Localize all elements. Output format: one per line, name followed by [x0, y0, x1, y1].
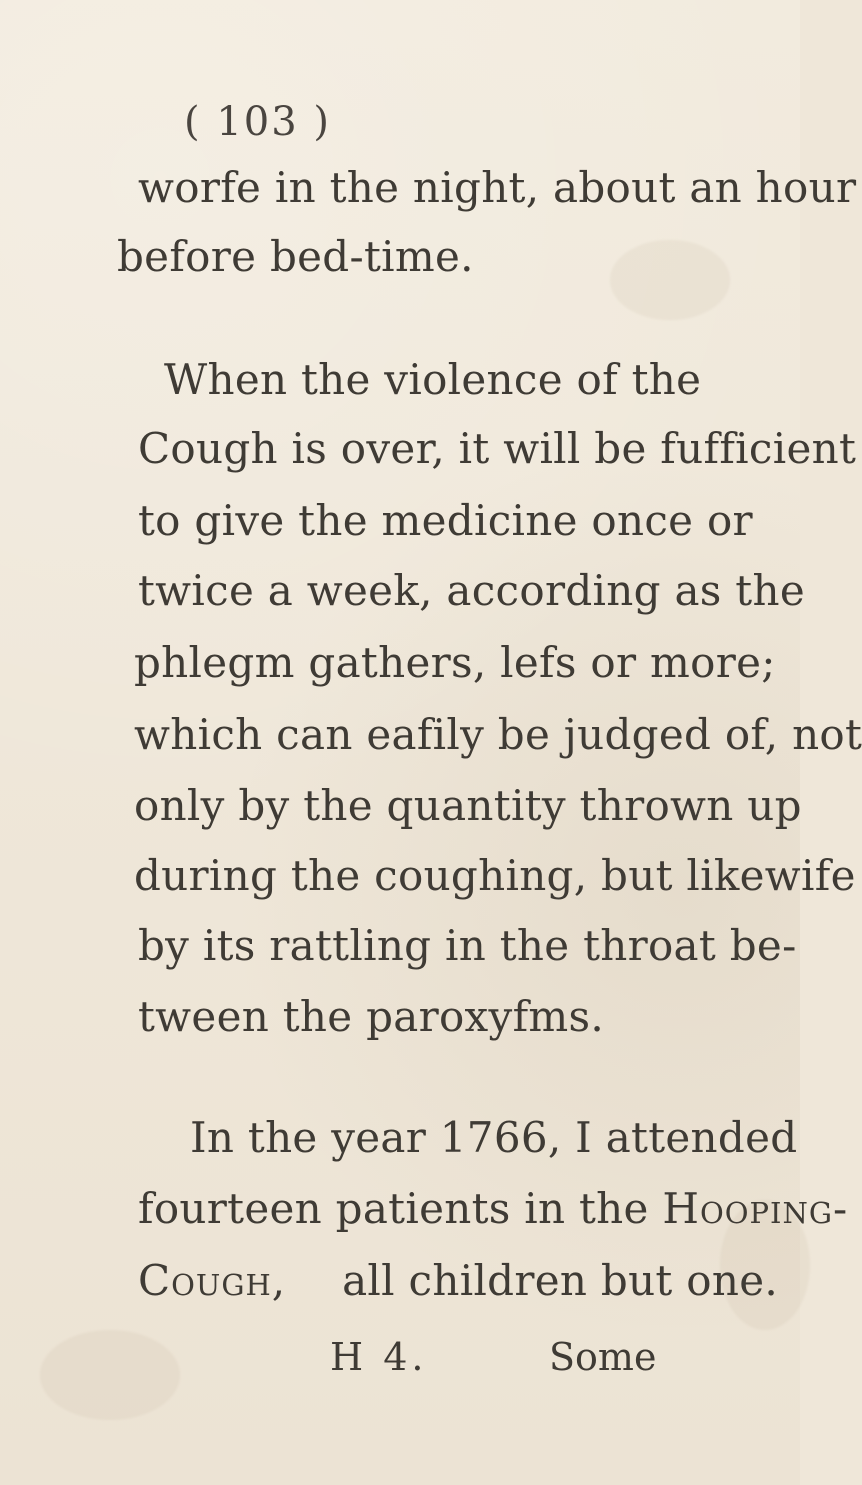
paper-stain [610, 240, 730, 320]
text-line-4: Cough is over, it will be fufficient [138, 424, 857, 473]
text-line-15-a: Cough, [138, 1256, 287, 1305]
printer-signature: H 4. [330, 1335, 428, 1379]
text-line-14-b: Hooping- [662, 1184, 849, 1233]
text-line-12: tween the paroxyfms. [138, 992, 605, 1041]
text-line-15-b: all children but one. [342, 1256, 778, 1305]
text-line-5: to give the medicine once or [138, 496, 753, 545]
page-footer [0, 1335, 800, 1385]
text-line-2: before bed-time. [117, 232, 474, 281]
text-line-3: When the violence of the [164, 355, 702, 404]
text-line-13: In the year 1766, I attended [190, 1113, 798, 1162]
text-line-14-a: fourteen patients in the [138, 1184, 649, 1233]
text-line-9: only by the quantity thrown up [134, 781, 802, 830]
catchword: Some [549, 1335, 657, 1379]
text-line-7: phlegm gathers, lefs or more; [134, 638, 776, 687]
text-line-15 [138, 1256, 778, 1305]
page-number: ( 103 ) [184, 99, 331, 145]
text-line-1: worfe in the night, about an hour [138, 163, 857, 212]
text-line-14 [138, 1184, 849, 1233]
text-line-10: during the coughing, but likewife [134, 851, 856, 900]
text-line-6: twice a week, according as the [138, 566, 805, 615]
text-line-11: by its rattling in the throat be- [138, 921, 797, 970]
text-line-8: which can eafily be judged of, not [134, 710, 862, 759]
